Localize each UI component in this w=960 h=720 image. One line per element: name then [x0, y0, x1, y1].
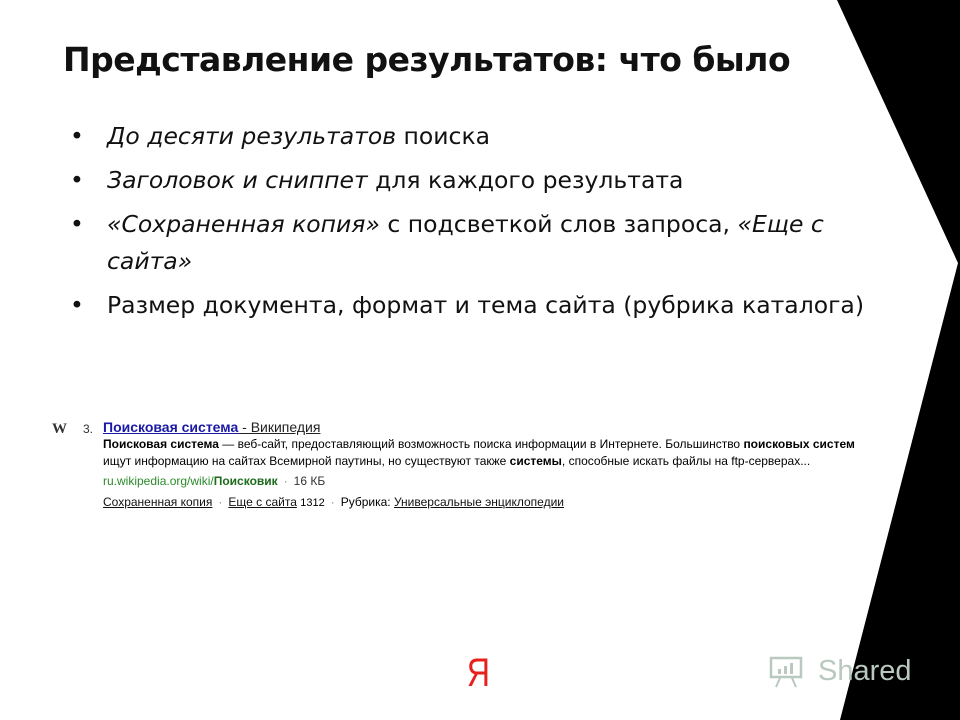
bullet-italic: «Сохраненная копия» — [107, 210, 380, 238]
rubric-label: Рубрика: — [340, 495, 391, 509]
bullet-item — [70, 118, 870, 155]
result-title-suffix[interactable]: - Википедия — [238, 419, 321, 435]
bullet-italic: До десяти результатов — [107, 122, 397, 150]
doc-size: 16 КБ — [293, 474, 326, 488]
slide-title: Представление результатов: что было — [63, 40, 791, 79]
result-url: ru.wikipedia.org/wiki/Поисковик · 16 КБ — [103, 474, 326, 488]
more-from-site-link[interactable]: Еще с сайта — [228, 495, 297, 509]
result-title-link[interactable]: Поисковая система — [103, 419, 239, 435]
black-arrow-shape — [837, 0, 960, 720]
rubric-link[interactable]: Универсальные энциклопедии — [393, 495, 564, 509]
result-snippet: Поисковая система — веб-сайт, предоставляющий возможность поиска информации в Интернете. Большинство поисковых систем ищут информацию на сайтах Всемирной паутины, но существуют также системы, способные искать файлы на ftp-серверах... — [103, 437, 855, 468]
bullet-text: поиска — [396, 122, 491, 150]
result-title — [103, 419, 883, 436]
more-count: 1312 — [300, 497, 325, 509]
bullet-italic: Заголовок и сниппет — [107, 166, 368, 194]
bullet-text: с подсветкой слов запроса, — [379, 210, 738, 238]
shared-watermark — [768, 654, 912, 688]
cached-copy-link[interactable]: Сохраненная копия — [103, 495, 213, 509]
result-number: 3. — [83, 422, 94, 436]
shared-label: Shared — [818, 654, 912, 687]
bullet-list — [70, 118, 870, 331]
wikipedia-favicon-icon: W — [52, 421, 67, 437]
result-links: Сохраненная копия · Еще с сайта 1312 · Рубрика: Универсальные энциклопедии — [103, 495, 564, 509]
bullet-item — [70, 206, 870, 280]
bullet-text: Размер документа, формат и тема сайта (рубрика каталога) — [107, 291, 865, 319]
presentation-icon — [768, 654, 804, 688]
bullet-item — [70, 162, 870, 199]
bullet-item — [70, 287, 870, 324]
bullet-text: для каждого результата — [367, 166, 684, 194]
bullet-italic: «Еще с сайта» — [107, 210, 824, 275]
yandex-logo: Я — [466, 651, 491, 695]
